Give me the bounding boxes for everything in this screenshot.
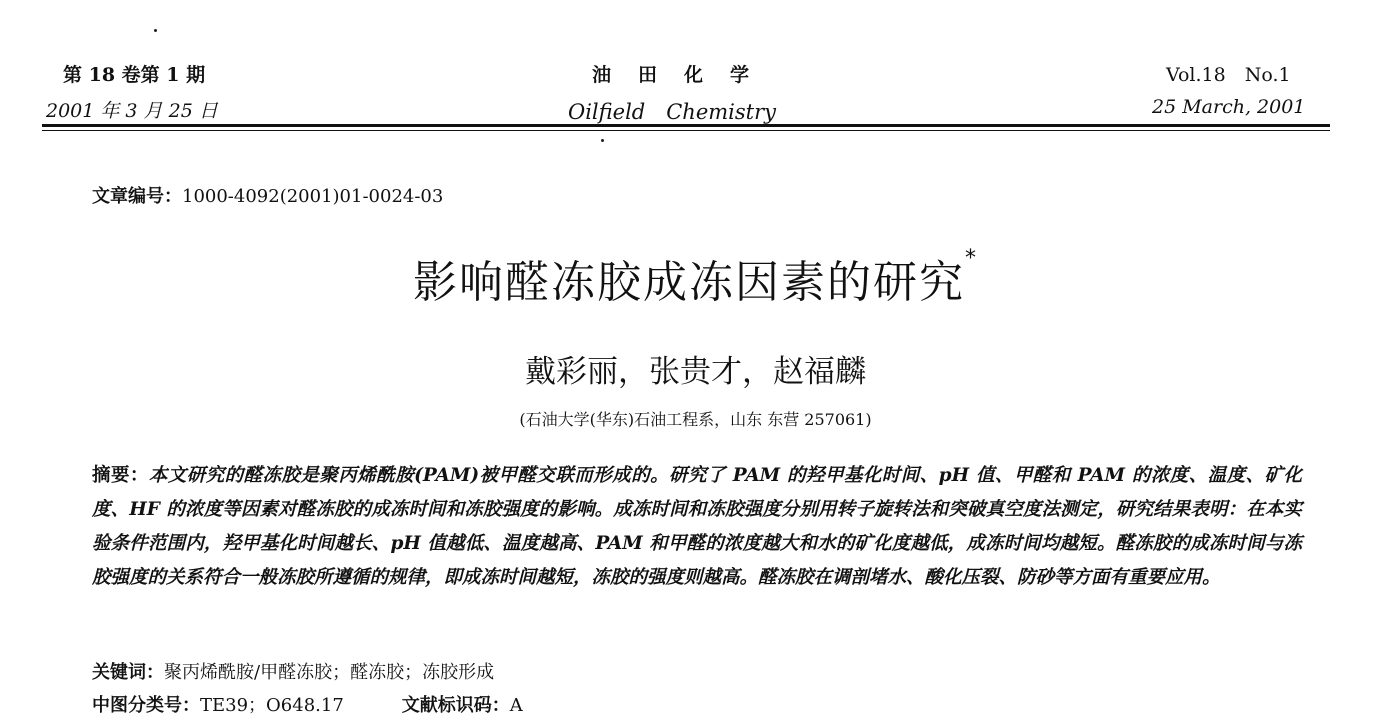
- article-number-value: 1000-4092(2001)01-0024-03: [182, 186, 444, 207]
- document-code: [402, 695, 523, 716]
- affiliation: (石油大学(华东)石油工程系，山东 东营 257061): [519, 410, 872, 429]
- keywords: [92, 658, 494, 684]
- abstract-label: 摘要：: [92, 465, 149, 486]
- paper-title-text: 影响醛冻胶成冻因素的研究: [413, 257, 965, 308]
- article-number: [92, 182, 443, 208]
- paper-title: [0, 246, 1391, 310]
- abstract: [92, 459, 1302, 595]
- header-volume-issue-cn: 第 18 卷第 1 期: [63, 64, 206, 86]
- title-footnote-marker: *: [965, 246, 978, 271]
- header-journal-name-en: Oilfield Chemistry: [568, 100, 777, 124]
- classification-label: 中图分类号：: [92, 695, 200, 716]
- keywords-label: 关键词：: [92, 662, 164, 683]
- article-number-label: 文章编号：: [92, 186, 182, 207]
- header-rule-thin: [42, 130, 1330, 131]
- authors: 戴彩丽，张贵才，赵福麟: [525, 354, 866, 390]
- header-date-en: 25 March, 2001: [1152, 96, 1306, 118]
- classification-value: TE39；O648.17: [200, 695, 344, 716]
- header-volume-issue-en: Vol.18 No.1: [1166, 64, 1291, 86]
- header-date-cn: 2001 年 3 月 25 日: [46, 100, 218, 122]
- document-code-value: A: [509, 695, 523, 716]
- header-journal-name-cn: 油 田 化 学: [592, 64, 754, 86]
- keywords-value: 聚丙烯酰胺/甲醛冻胶；醛冻胶；冻胶形成: [164, 662, 495, 683]
- classification-line: [92, 691, 523, 717]
- abstract-text: 本文研究的醛冻胶是聚丙烯酰胺(PAM)被甲醛交联而形成的。研究了 PAM 的羟甲基化时间、pH 值、甲醛和 PAM 的浓度、温度、矿化度、HF 的浓度等因素对醛冻胶的成冻时间和冻胶强度的影响。成冻时间和冻胶强度分别用转子旋转法和突破真空度法测定，研究结果表明：在本实验条件范围内，羟甲基化时间越长、pH 值越低、温度越高、PAM 和甲醛的浓度越大和水的矿化度越低，成冻时间均越短。醛冻胶的成冻时间与冻胶强度的关系符合一般冻胶所遵循的规律，即成冻时间越短，冻胶的强度则越高。醛冻胶在调剖堵水、酸化压裂、防砂等方面有重要应用。: [92, 465, 1302, 588]
- scan-speck: [154, 29, 157, 32]
- header-rule-thick: [42, 124, 1330, 127]
- scan-speck: [601, 139, 604, 142]
- document-code-label: 文献标识码：: [401, 695, 510, 716]
